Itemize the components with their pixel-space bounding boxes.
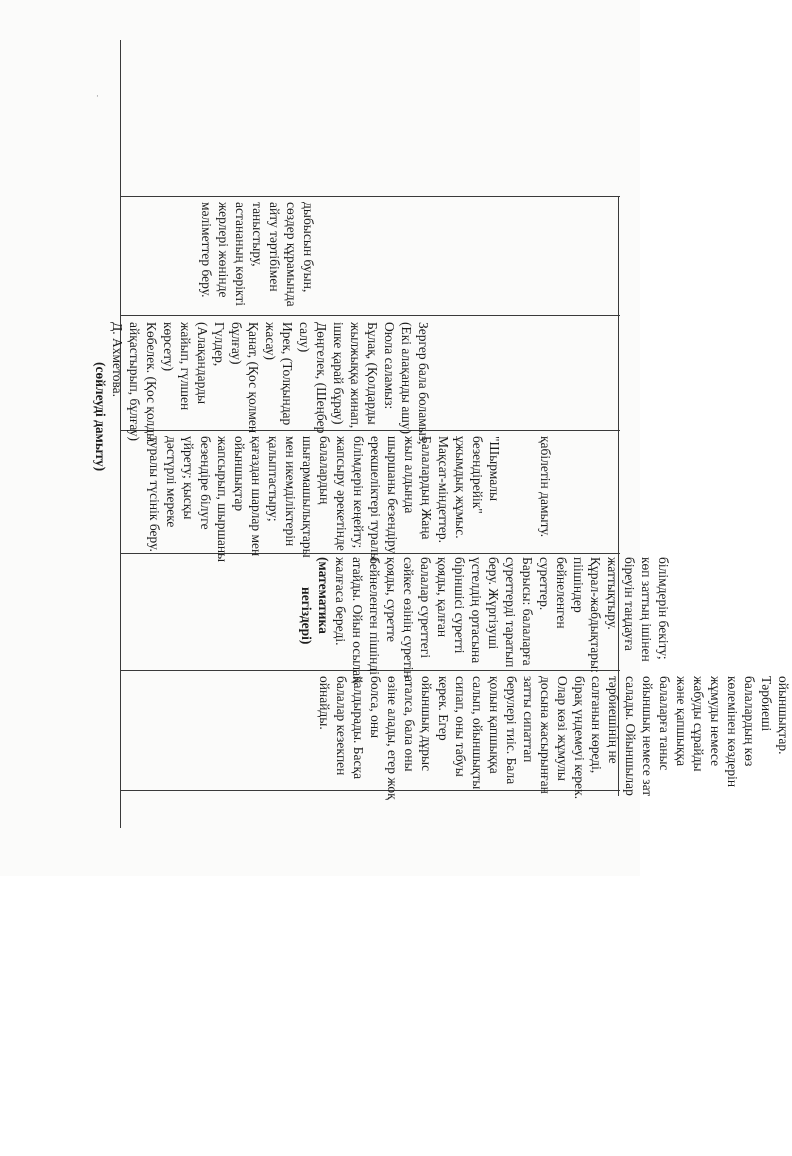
column-5-line: бірақ үндемеуі керек. — [572, 676, 587, 800]
column-2-line: Гүлдер, — [212, 322, 227, 367]
column-3-line: ерекшеліктері туралы — [368, 436, 383, 562]
column-5-line: салғанын көреді, — [589, 676, 604, 774]
column-1-line: таныстыру, — [250, 202, 265, 267]
column-5 — [316, 676, 792, 1156]
column-2-line: жылжыққа жинап, — [348, 322, 363, 429]
column-5-line: жабуды сұрайды — [691, 676, 706, 772]
column-3-line: "Шырмалы — [487, 436, 502, 502]
column-3-line: жапсырып, шыршаны — [215, 436, 230, 563]
column-4-line: сәйкес өзінің суретін — [401, 557, 416, 678]
column-5-line: салады. Ойыншылар — [623, 676, 638, 796]
column-5-line: ойнайды. — [317, 676, 332, 730]
column-4-line: үстелдің ортасына — [469, 557, 484, 664]
column-5-line: сипап, оны табуы — [453, 676, 468, 777]
column-5-line: аталса, бала оны — [402, 676, 417, 772]
column-1-line: астананың көрікті — [233, 202, 248, 306]
column-2-line: ішке қарай бұрау) — [331, 322, 346, 425]
column-5-line: балаларға таныс — [657, 676, 672, 771]
column-3-line: үйрету; қысқы — [181, 436, 196, 520]
column-3-line: жапсыру әрекетінде — [334, 436, 349, 551]
column-2-line: жасау) — [263, 322, 278, 361]
column-3-line: шыршаны безендіру — [385, 436, 400, 554]
column-3-line: Мақсат-міндеттер. — [436, 436, 451, 544]
column-3-line: ұжымдық жұмыс. — [453, 436, 468, 539]
column-4-line: бейнеленген пішінді — [367, 557, 382, 675]
column-1-line: айту тәртібімен — [267, 202, 282, 292]
column-5-line: және қапшыққа — [674, 676, 689, 767]
column-4-line: көп заттың ішінен — [639, 557, 654, 662]
column-2-line: бұлғау) — [229, 322, 244, 365]
column-3-line: туралы түсінік беру. — [147, 436, 162, 552]
column-5-line: тәрбиешінің не — [606, 676, 621, 764]
column-2-line: Бұлақ, (Қолдарды — [365, 322, 380, 425]
column-2-line: жайып, гүлшен — [178, 322, 193, 411]
column-4-line: атайды. Ойын осылай — [350, 557, 365, 684]
column-4-line: жаттықтыру. — [605, 557, 620, 630]
column-2-line: айқастырып, бұлғау) — [127, 322, 142, 441]
scan-dot: · — [96, 92, 99, 102]
column-4-line: балалар суреттегі — [418, 557, 433, 659]
column-5-line: керек. Егер — [436, 676, 451, 741]
column-4-line: біреуін таңдауға — [622, 557, 637, 651]
column-4-line: беру. Жүргізуші — [486, 557, 501, 650]
column-3-line: шығармашылықтары — [300, 436, 315, 558]
column-2-line: Қанат, (Қос қолмен — [246, 322, 261, 434]
column-5-line: көлемінен көздерін — [725, 676, 740, 788]
column-4-line: қояды, қалған — [435, 557, 450, 638]
column-3-line: ойыншықтар — [232, 436, 247, 512]
column-3-line: қалыптастыру; — [266, 436, 281, 522]
column-5-line: өзіне алады, егер жоқ — [385, 676, 400, 800]
column-4-line: суреттер. — [537, 557, 552, 611]
table-left-rule — [120, 196, 620, 197]
column-5-line: жұмуды немесе — [708, 676, 723, 767]
column-5-line: Олар көзі жұмулы — [555, 676, 570, 781]
column-5-line: досына жасырынған — [538, 676, 553, 794]
column-5-line: қолын қапшыққа — [487, 676, 502, 774]
column-5-line: балалар кезекпен — [334, 676, 349, 776]
column-3-line: балалардың — [317, 436, 332, 505]
column-2-line: Оюла саламыз: — [382, 322, 397, 410]
column-2-line: Көбелек. (Қос қолды — [144, 322, 159, 443]
column-5-line: ойыншықтар. — [776, 676, 791, 755]
column-3-line: қағаздан шарлар мен — [249, 436, 264, 557]
column-2-line: салу) — [297, 322, 312, 353]
column-3-line: безендірейік" — [470, 436, 485, 514]
column-divider-1 — [120, 315, 620, 316]
column-4-line: білімдерін бекіту; — [656, 557, 671, 660]
column-3-line: дәстүрлі мереке — [164, 436, 179, 528]
column-5-line: ойыншық немесе зат — [640, 676, 655, 797]
column-2-line: Зергер бала боламыз, — [416, 322, 431, 445]
column-2-line: көрсету) — [161, 322, 176, 372]
column-4-line: жалғаса береді. — [333, 557, 348, 646]
column-4-line: бейнеленген — [554, 557, 569, 629]
column-5-line: салып, ойыншықты — [470, 676, 485, 790]
column-4-line: Барысы: балаларға — [520, 557, 535, 666]
column-1-line: сөздер құрамында — [284, 202, 299, 307]
column-1-line: жерлері жөнінде — [216, 202, 231, 298]
column-2-line: (Алақандарды — [195, 322, 210, 405]
column-3-line: білімдерін кеңейту; — [351, 436, 366, 549]
column-1-line: мәліметтер беру. — [199, 202, 214, 298]
column-5-line: затты сипаттап — [521, 676, 536, 763]
column-3-line: мен икемділіктерін — [283, 436, 298, 547]
column-2-line: (Екі алақанды ашу) — [399, 322, 414, 434]
column-5-line: Тәрбиеші — [759, 676, 774, 732]
column-1-line: дыбысын буын, — [301, 202, 316, 293]
column-3-line: безендіре білуге — [198, 436, 213, 530]
column-2-line: Д. Ахметова. — [110, 322, 125, 398]
column-3-line: жыл алдында — [402, 436, 417, 514]
column-2-line: Ирек, (Толқындар — [280, 322, 295, 426]
column-5-line: қалдырады. Басқа — [351, 676, 366, 780]
column-4-line: қояды, суретте — [384, 557, 399, 643]
column-2-line: Дөңгелек, (Шеңбер — [314, 322, 329, 434]
column-5-line: берулері тиіс. Бала — [504, 676, 519, 785]
column-5-line: ойыншық дұрыс — [419, 676, 434, 772]
column-4-line: біріншісі суретті — [452, 557, 467, 654]
column-3-line: қабілетін дамыту. — [538, 436, 553, 538]
column-2-subject-label: (сөйлеуді дамыту) — [93, 362, 108, 472]
column-5-line: балалардың көз — [742, 676, 757, 767]
column-3-line: Балалардың Жаңа — [419, 436, 434, 540]
column-5-line: болса, оны — [368, 676, 383, 739]
column-4-subject-label: негіздері) — [299, 587, 314, 645]
column-4-line: суреттерді таратып — [503, 557, 518, 668]
column-4-subject-label: (математика — [316, 557, 331, 634]
column-4-line: Құрал-жабдықтары: — [588, 557, 603, 673]
column-4-line: піішіндер — [571, 557, 586, 613]
